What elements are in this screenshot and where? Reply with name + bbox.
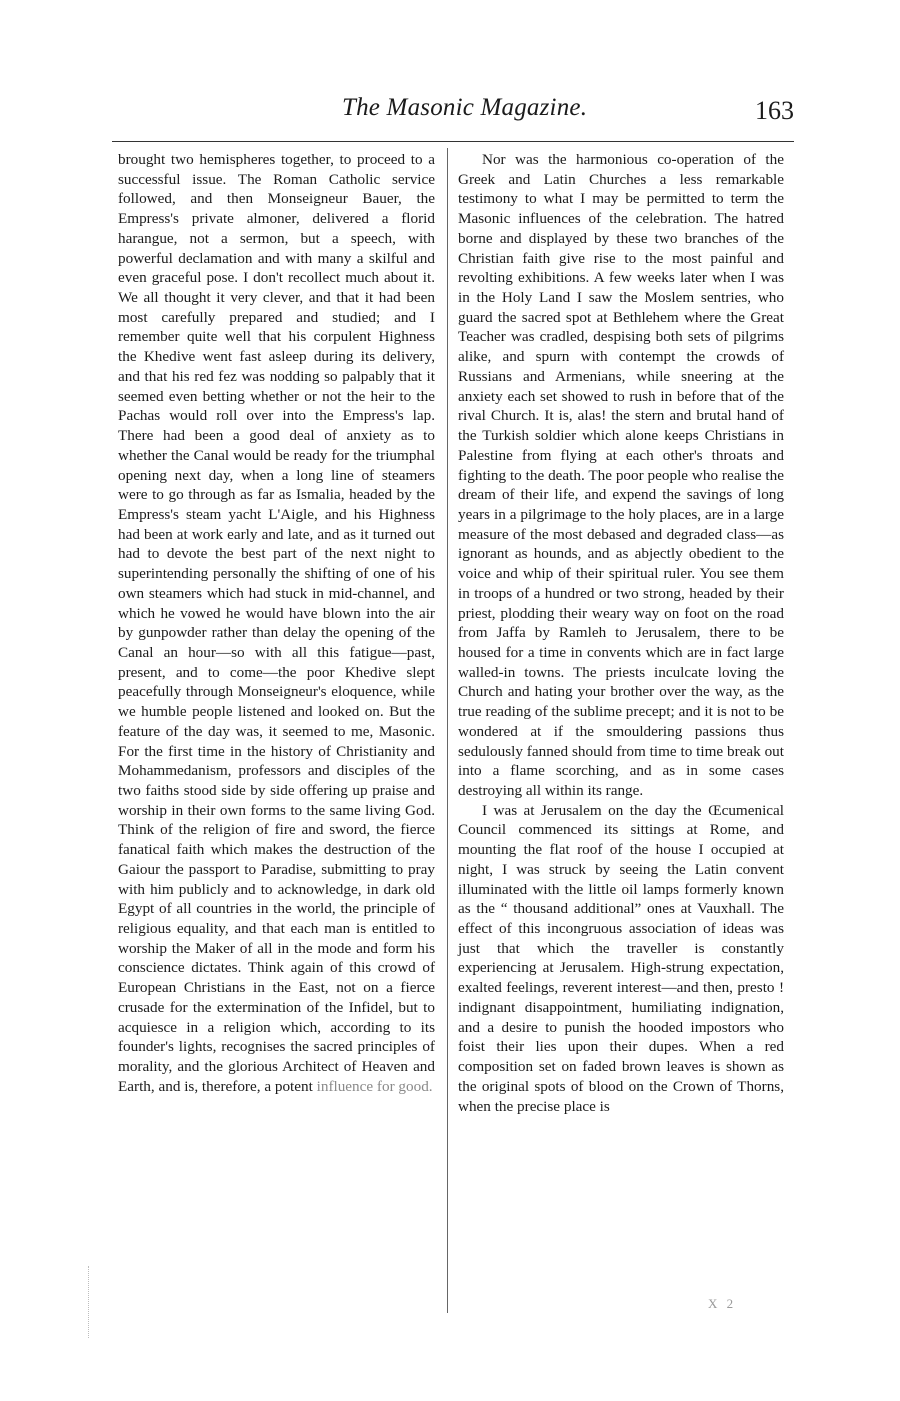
running-head [120,92,800,126]
right-column-paragraph-1: Nor was the harmonious co-operation of the Greek and Latin Churches a less remarkable testimony to what I may be permitted to term the Masonic influences of the celebration. The hatred borne and displayed by these two branches of the Christian faith give rise to the most painful and revolting exhibitions. A few weeks later when I was in the Holy Land I saw the Moslem sentries, who guard the sacred spot at Bethlehem where the Great Teacher was cradled, despising both sets of pilgrims alike, and spurn with contempt the crowds of Russians and Armenians, while sneering at the anxiety each set showed to rush in before that of the rival Church. It is, alas! the stern and brutal hand of the Turkish soldier which alone keeps Christians in Palestine from flying at each other's throats and fighting to the death. The poor people who realise the dream of their life, and expend the savings of long years in a pilgrimage to the holy places, are in a large measure of the most debased and degraded class—as ignorant as hounds, and as abjectly obedient to the voice and whip of their spiritual ruler. You see them in troops of a hundred or two strong, headed by their priest, plodding their weary way on foot on the road from Jaffa by Ramleh to Jerusalem, there to be housed for a time in convents which are in fact large walled-in towns. The priests inculcate loving the Church and hating your brother over the way, as the true reading of the sublime precept; and it is not to be wondered at if the smouldering passions thus sedulously fanned should from time to time break out into a flame scorching, and as in some cases destroying all within its range. [458,151,784,799]
left-column-text: brought two hemispheres together, to proceed to a successful issue. The Roman Catholic service followed, and then Monseigneur Bauer, the Empress's private almoner, delivered a florid harangue, not a sermon, but a speech, with powerful declamation and with many a skilful and even graceful pose. I don't recollect much about it. We all thought it very clever, and that it had been most carefully prepared and studied; and I remember quite well that his corpulent Highness the Khedive went fast asleep during its delivery, and that his red fez was nodding so palpably that it seemed even betting whether or not the heir to the Pachas would roll over into the Empress's lap. There had been a good deal of anxiety as to whether the Canal would be ready for the triumphal opening next day, when a long line of steamers were to go through as far as Ismalia, headed by the Empress's steam yacht L'Aigle, and his Highness had been at work early and late, and as it turned out had to devote the best part of the next night to superintending personally the shifting of one of his own steamers which had stuck in mid-channel, and which he vowed he would have blown into the air by gunpowder rather than delay the opening of the Canal an hour—so with all this fatigue—past, present, and to come—the poor Khedive slept peacefully through Monseigneur's eloquence, while we humble people listened and looked on. But the feature of the day was, it seemed to me, Masonic. For the first time in the history of Christianity and Mohammedanism, professors and disciples of the two faiths stood side by side offering up praise and worship in their own forms to the same living God. Think of the religion of fire and sword, the fierce fanatical faith which makes the destruction of the Gaiour the passport to Paradise, submitting to pray with him publicly and to acknowledge, in dark old Egypt of all countries in the world, the principle of religious equality, and that each man is entitled to worship the Maker of all in the mode and form his conscience dictates. Think again of this crowd of European Christians in the East, not on a fierce crusade for the extermination of the Infidel, but to acquiesce in a religion which, according to its founder's lights, recognises the sacred principles of morality, and the glorious Architect of Heaven and Earth, and is, therefore, a potent [118,151,435,1095]
signature-mark: X 2 [708,1296,737,1311]
page-number: 163 [755,96,794,125]
right-column [458,150,784,1116]
left-column-paragraph [118,150,435,1097]
header-rule [112,141,794,142]
margin-mark [88,1266,95,1338]
right-column-paragraph-2: I was at Jerusalem on the day the Œcumenical Council commenced its sittings at Rome, and mounting the flat roof of the house I occupied at night, I was struck by seeing the Latin convent illuminated with the little oil lamps formerly known as the “ thousand additional” ones at Vauxhall. The effect of this incongruous association of ideas was just that which the traveller is constantly experiencing at Jerusalem. High-strung expectation, exalted feelings, reverent interest—and then, presto ! indignant disappointment, humiliating indignation, and a desire to punish the hooded impostors who foist their lies upon their dupes. When a red composition set on faded brown leaves is shown as the original spots of blood on the Crown of Thorns, when the precise place is [458,801,784,1115]
magazine-title: The Masonic Magazine. [342,94,588,121]
column-divider [447,148,448,1313]
left-column [118,150,435,1097]
left-column-tail: influence for good. [316,1077,433,1095]
